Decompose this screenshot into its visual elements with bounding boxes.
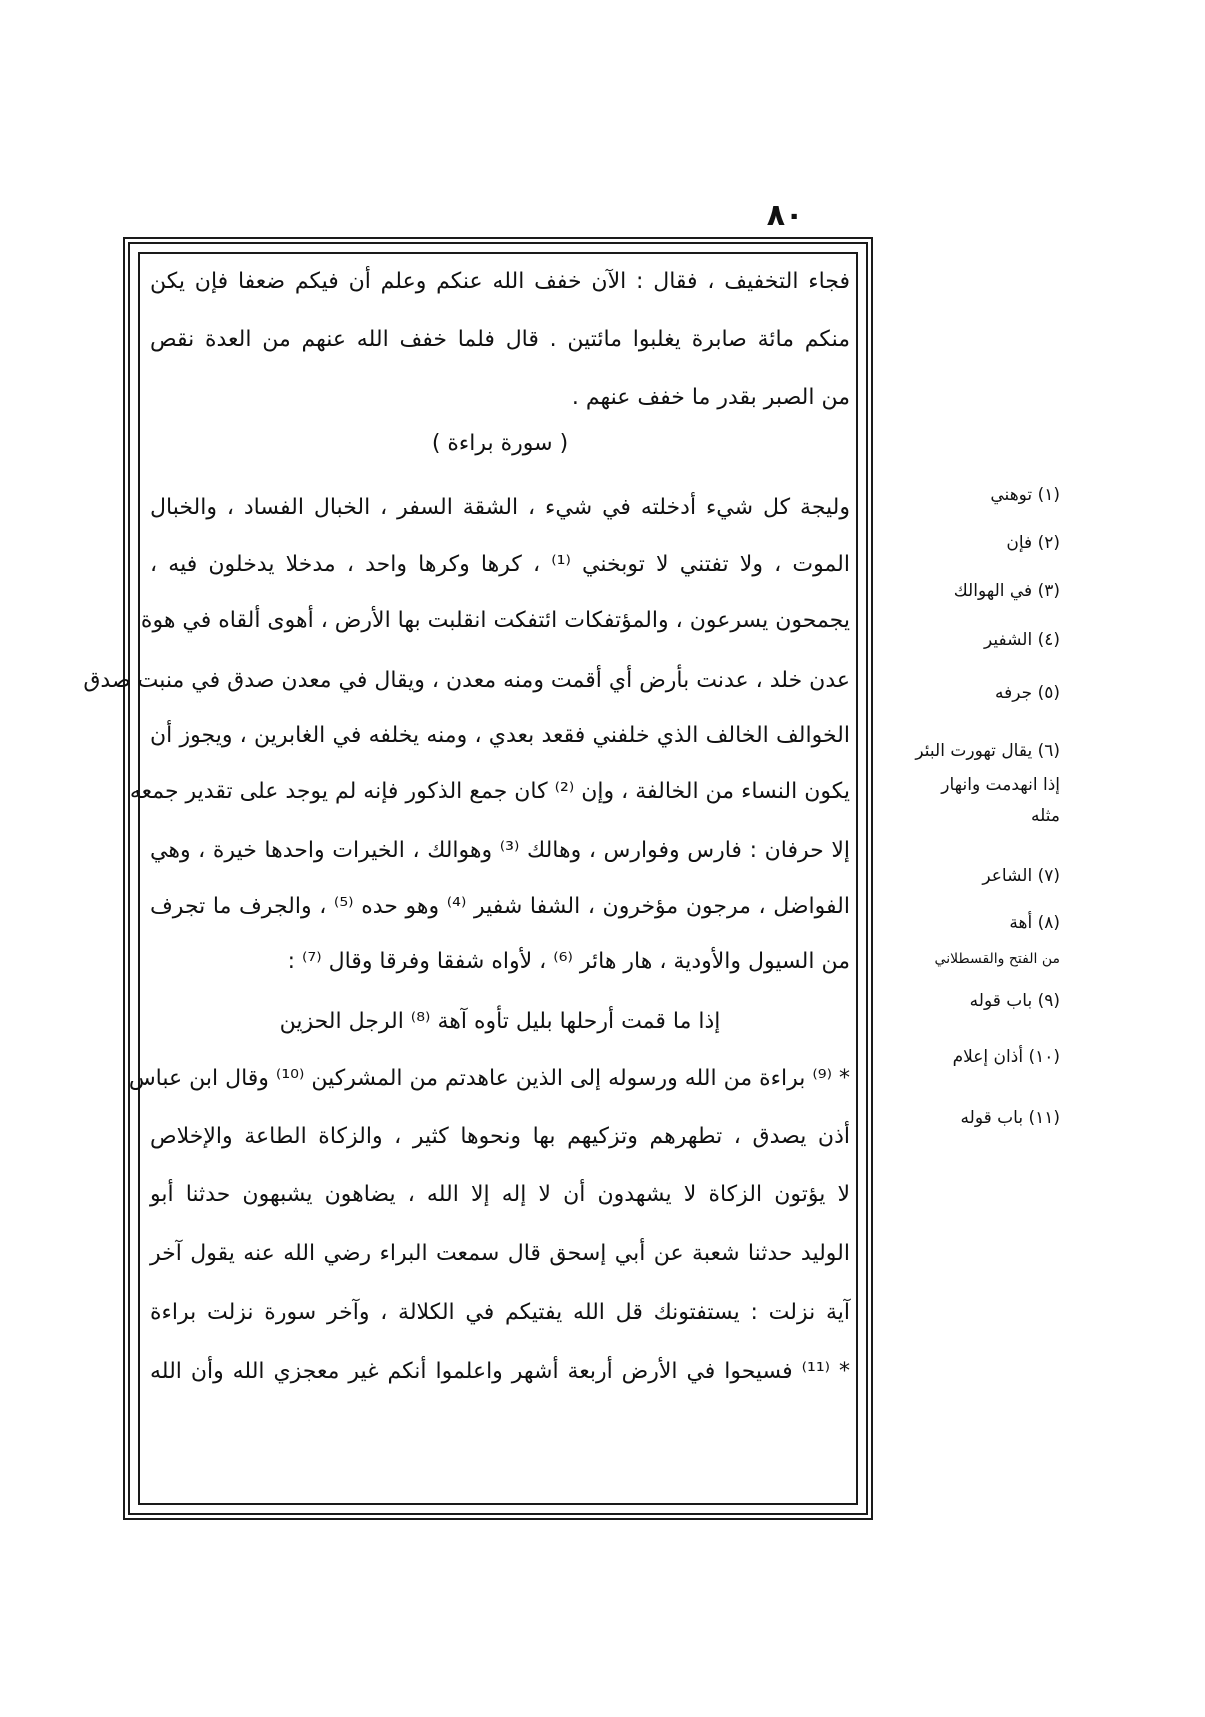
text-line: إلا حرفان : فارس وفوارس ، وهالك ⁽³⁾ وهوالك ، الخيرات واحدها خيرة ، وهي bbox=[150, 838, 850, 863]
margin-notes bbox=[880, 470, 1060, 1270]
text-line: من الصبر بقدر ما خفف عنهم . bbox=[571, 385, 850, 410]
margin-note: (٣) في الهوالك bbox=[953, 581, 1060, 601]
margin-note: (١١) باب قوله bbox=[960, 1108, 1060, 1128]
margin-note: (١٠) أذان إعلام bbox=[952, 1047, 1060, 1067]
margin-note: (٦) يقال تهورت البئر bbox=[915, 741, 1060, 761]
text-line: وليجة كل شيء أدخلته في شيء ، الشقة السفر ، الخبال الفساد ، والخبال bbox=[150, 495, 850, 520]
text-line: منكم مائة صابرة يغلبوا مائتين . قال فلما خفف الله عنهم من العدة نقص bbox=[150, 327, 850, 352]
text-line: * ⁽⁹⁾ براءة من الله ورسوله إلى الذين عاهدتم من المشركين ⁽¹⁰⁾ وقال ابن عباس bbox=[128, 1066, 850, 1091]
text-line: من السيول والأودية ، هار هائر ⁽⁶⁾ ، لأواه شفقا وفرقا وقال ⁽⁷⁾ : bbox=[287, 949, 850, 974]
section-heading: ( سورة براءة ) bbox=[431, 431, 569, 456]
text-line: يكون النساء من الخالفة ، وإن ⁽²⁾ كان جمع الذكور فإنه لم يوجد على تقدير جمعه bbox=[129, 779, 850, 804]
margin-note: إذا انهدمت وانهار bbox=[941, 775, 1060, 795]
page-number: ٨٠ bbox=[766, 198, 804, 233]
text-line: لا يؤتون الزكاة لا يشهدون أن لا إله إلا الله ، يضاهون يشبهون حدثنا أبو bbox=[150, 1182, 850, 1207]
text-line: فجاء التخفيف ، فقال : الآن خفف الله عنكم وعلم أن فيكم ضعفا فإن يكن bbox=[150, 269, 850, 294]
margin-note: (٤) الشفير bbox=[984, 630, 1060, 650]
text-line: الخوالف الخالف الذي خلفني فقعد بعدي ، ومنه يخلفه في الغابرين ، ويجوز أن bbox=[150, 723, 850, 748]
margin-note: (١) توهني bbox=[990, 485, 1060, 505]
text-line: يجمحون يسرعون ، والمؤتفكات ائتفكت انقلبت بها الأرض ، أهوى ألقاه في هوة bbox=[140, 608, 850, 633]
margin-note: (٨) أهة bbox=[1009, 913, 1060, 933]
margin-note: (٩) باب قوله bbox=[969, 991, 1060, 1011]
text-line: الوليد حدثنا شعبة عن أبي إسحق قال سمعت البراء رضي الله عنه يقول آخر bbox=[150, 1241, 850, 1266]
text-line: الفواضل ، مرجون مؤخرون ، الشفا شفير ⁽⁴⁾ وهو حده ⁽⁵⁾ ، والجرف ما تجرف bbox=[150, 894, 850, 919]
margin-note: مثله bbox=[1031, 806, 1060, 826]
margin-note-source: من الفتح والقسطلاني bbox=[934, 951, 1060, 967]
text-line: * ⁽¹¹⁾ فسيحوا في الأرض أربعة أشهر واعلموا أنكم غير معجزي الله وأن الله bbox=[150, 1359, 850, 1384]
text-line: الموت ، ولا تفتني لا توبخني ⁽¹⁾ ، كرها وكرها واحد ، مدخلا يدخلون فيه ، bbox=[150, 552, 850, 577]
margin-note: (٥) جرفه bbox=[995, 683, 1060, 703]
margin-note: (٧) الشاعر bbox=[982, 866, 1060, 886]
main-text-block bbox=[83, 252, 850, 1502]
text-line: أذن يصدق ، تطهرهم وتزكيهم بها ونحوها كثير ، والزكاة الطاعة والإخلاص bbox=[150, 1124, 850, 1149]
poem-verse: إذا ما قمت أرحلها بليل تأوه آهة ⁽⁸⁾ الرجل الحزين bbox=[279, 1009, 721, 1034]
text-line: آية نزلت : يستفتونك قل الله يفتيكم في الكلالة ، وآخر سورة نزلت براءة bbox=[150, 1300, 850, 1325]
margin-note: (٢) فإن bbox=[1006, 533, 1060, 553]
text-line: عدن خلد ، عدنت بأرض أي أقمت ومنه معدن ، ويقال في معدن صدق في منبت صدق bbox=[83, 668, 850, 693]
